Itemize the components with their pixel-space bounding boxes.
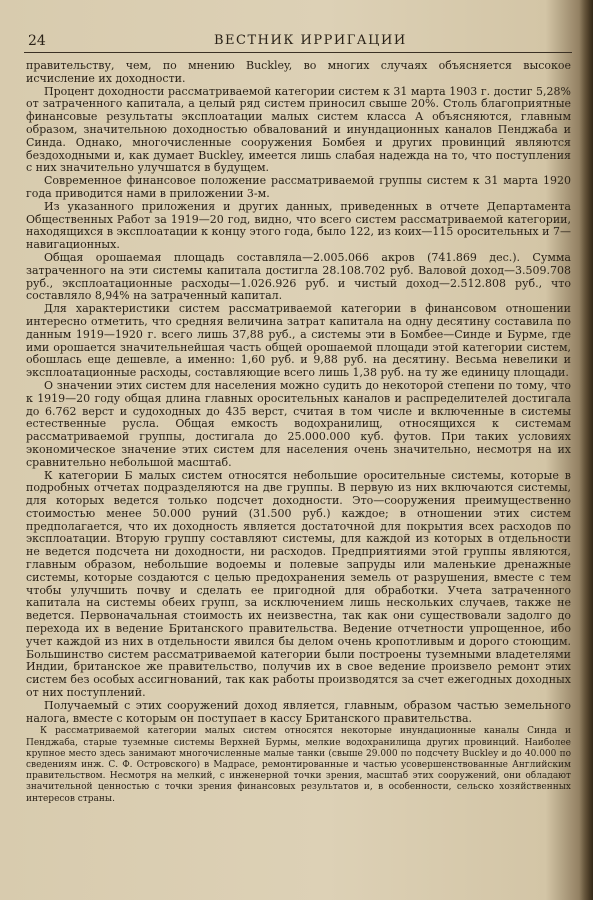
paragraph: Из указанного приложения и других данных, приведенных в отчете Департамента Общественных Работ за 1919—20 год, видно, что всего систем рассматриваемой категории, находящихся в эксплоатации к концу этого года, было 122, из коих—115 оросительных и 7—навигационных. [26,199,571,252]
paragraph-continued: правительству, чем, по мнению Buckley, во многих случаях объясняется высокое исчисление их доходности. [26,59,571,85]
paragraph: О значении этих систем для населения можно судить до некоторой степени по тому, что к 1919—20 году общая длина главных оросительных каналов и распределителей достигала до 6.762 верст и судоходных до 435 верст, считая в том числе и включенные в системы естественные русла. Общая емкость водохранилищ, относящихся к системам рассматриваемой группы, достигала до 25.000.000 куб. футов. При таких условиях экономическое значение этих систем для населения очень значительно, несмотря на их сравнительно небольшой масштаб. [26,378,571,469]
page-number: 24 [28,33,46,49]
paragraph: Общая орошаемая площадь составляла—2.005.066 акров (741.869 дес.). Сумма затраченного на эти системы капитала достигла 28.108.702 руб. Валовой доход—3.509.708 руб., эксплоатационные расходы—1.026.926 руб. и чистый доход—2.512.808 руб., что составляло 8,94% на затраченный капитал. [26,250,571,303]
paragraph: К категории Б малых систем относятся небольшие оросительные системы, которые в подробных отчетах подразделяются на две группы. В первую из них включаются системы, для которых ведется только подсчет доходности. Это—сооружения преимущественно стоимостью менее 50.000 руний (31.500 руб.) каждое; в отношении этих систем предполагается, что их доходность является достаточной для покрытия всех расходов по эксплоатации. Вторую группу составляют системы, для каждой из которых в отдельности не ведется подсчета ни доходности, ни расходов. Предприятиями этой группы являются, главным образом, небольшие водоемы и полевые запруды или маленькие дренажные системы, которые создаются с целью предохранения земель от разрушения, вместе с тем чтобы улучшить почву и сделать ее пригодной для обработки. Учета затраченного капитала на системы обеих групп, за исключением лишь нескольких случаев, также не ведется. Первоначальная стоимость их неизвестна, так как они существовали задолго до перехода их в ведение Британского правительства. Ведение отчетности упрощенное, ибо учет каждой из них в отдельности явился бы делом очень кропотливым и дорого стоющим. Большинство систем рассматриваемой категории были построены туземными владетелями Индии, британское же правительство, получив их в свое ведение произвело ремонт этих систем без особых ассигнований, так как работы производятся за счет ежегодных доходных от них поступлений. [26,468,571,700]
paragraph: Получаемый с этих сооружений доход является, главным, образом частью земельного налога, вместе с которым он поступает в кассу Британского правительства. [26,698,571,725]
footnote: К рассматриваемой категории малых систем относятся некоторые инундационные каналы Синда и Пенджаба, старые туземные системы Верхней Бурмы, мелкие водохранилища других провинций. Наиболее крупное место здесь занимают многочисленные малые танки (свыше 29.000 по подсчету Buckley и до 40.000 по сведениям инж. С. Ф. Островского) в Мадрасе, ремонтированные и частью усовершенствованные Английским правительством. Несмотря на мелкий, с инженерной точки зрения, масштаб этих сооружений, они обладают значительной ценностью с точки зрения финансовых результатов и, в особенности, сельско хозяйственных интересов страны. [26,726,571,804]
header-rule [24,52,572,53]
paragraph: Современное финансовое положение рассматриваемой группы систем к 31 марта 1920 года приводится нами в приложении 3-м. [26,174,571,200]
journal-title: ВЕСТНИК ИРРИГАЦИИ [214,33,407,48]
paragraph: Для характеристики систем рассматриваемой категории в финансовом отношении интересно отметить, что средняя величина затрат капитала на одну десятину составила по данным 1919—1920 г. всего лишь 37,88 руб., а системы эти в Бомбее—Синде и Бурме, где ими орошается значительнейшая часть общей орошаемой площади этой категории систем, обошлась еще дешевле, а именно: 1,60 руб. и 9,88 руб. на десятину. Весьма невелики и эксплоатационные расходы, составляющие всего лишь 1,38 руб. на ту же единицу площади. [26,302,571,380]
page-header [24,31,579,51]
paragraph: Процент доходности рассматриваемой категории систем к 31 марта 1903 г. достиг 5,28% от затраченного капитала, а целый ряд систем приносил свыше 20%. Столь благоприятные финансовые результаты эксплоатации малых систем класса А объясняются, главным образом, значительною доходностью обвалований и инундационных каналов Пенджаба и Синда. Однако, многочисленные сооружения Бомбея и других провинций являются бездоходными и, как думает Buckley, имеется лишь слабая надежда на то, что поступления с них значительно улучшатся в будущем. [26,84,571,175]
book-spine-shadow [579,0,593,900]
article-body [26,60,571,805]
